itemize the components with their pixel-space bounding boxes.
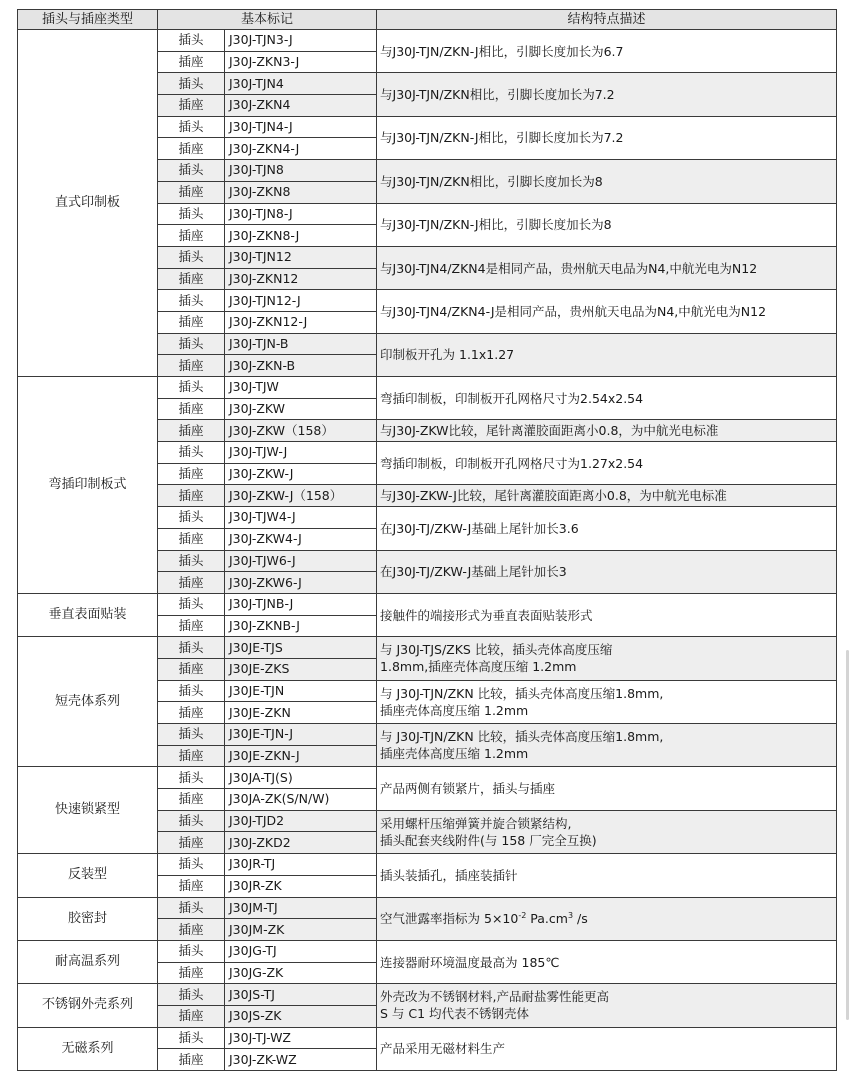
marking-code-cell: J30J-TJN4-J	[225, 116, 377, 138]
marking-code-cell: J30J-TJN4	[225, 73, 377, 95]
plug-socket-cell: 插头	[158, 442, 225, 464]
connector-type-cell: 不锈钢外壳系列	[18, 984, 158, 1027]
plug-socket-cell: 插座	[158, 875, 225, 897]
plug-socket-cell: 插座	[158, 745, 225, 767]
description-text-part: -2	[518, 911, 527, 921]
marking-code-cell: J30J-ZKW	[225, 398, 377, 420]
description-cell: 插头装插孔，插座装插针	[377, 854, 837, 897]
marking-code-cell: J30JG-TJ	[225, 940, 377, 962]
marking-code-cell: J30J-ZKW-J	[225, 463, 377, 485]
marking-code-cell: J30JS-ZK	[225, 1005, 377, 1027]
marking-code-cell: J30J-ZKN4	[225, 95, 377, 117]
marking-code-cell: J30J-TJW-J	[225, 442, 377, 464]
description-cell: 与J30J-TJN/ZKN相比，引脚长度加长为7.2	[377, 73, 837, 116]
plug-socket-cell: 插头	[158, 724, 225, 746]
description-cell: 弯插印制板，印制板开孔网格尺寸为2.54x2.54	[377, 377, 837, 420]
table-row	[18, 593, 837, 615]
marking-code-cell: J30J-ZKNB-J	[225, 615, 377, 637]
table-row	[18, 767, 837, 789]
plug-socket-cell: 插头	[158, 246, 225, 268]
connector-type-cell: 反装型	[18, 854, 158, 897]
description-text-part: 空气泄露率指标为 5×10	[380, 911, 519, 927]
plug-socket-cell: 插座	[158, 962, 225, 984]
plug-socket-cell: 插座	[158, 485, 225, 507]
marking-code-cell: J30JE-ZKN-J	[225, 745, 377, 767]
plug-socket-cell: 插座	[158, 528, 225, 550]
marking-code-cell: J30J-TJN12	[225, 246, 377, 268]
description-cell: 产品采用无磁材料生产	[377, 1027, 837, 1070]
plug-socket-cell: 插座	[158, 702, 225, 724]
table-row	[18, 1027, 837, 1049]
description-text-part: /s	[573, 911, 588, 927]
marking-code-cell: J30J-TJW	[225, 377, 377, 399]
description-text-part: Pa.cm	[526, 911, 568, 927]
marking-code-cell: J30J-TJW6-J	[225, 550, 377, 572]
plug-socket-cell: 插座	[158, 311, 225, 333]
table-row	[18, 984, 837, 1006]
table-row	[18, 897, 837, 919]
marking-code-cell: J30J-ZKN-B	[225, 355, 377, 377]
description-cell: 接触件的端接形式为垂直表面贴装形式	[377, 593, 837, 636]
description-cell: 与J30J-TJN/ZKN-J相比，引脚长度加长为6.7	[377, 30, 837, 73]
plug-socket-cell: 插头	[158, 767, 225, 789]
plug-socket-cell: 插头	[158, 203, 225, 225]
table-row	[18, 30, 837, 52]
plug-socket-cell: 插座	[158, 658, 225, 680]
description-cell: 与J30J-TJN4/ZKN4是相同产品，贵州航天电品为N4,中航光电为N12	[377, 246, 837, 289]
marking-code-cell: J30J-TJN-B	[225, 333, 377, 355]
plug-socket-cell: 插头	[158, 984, 225, 1006]
plug-socket-cell: 插座	[158, 572, 225, 594]
marking-code-cell: J30JS-TJ	[225, 984, 377, 1006]
connector-type-cell: 直式印制板	[18, 30, 158, 377]
marking-code-cell: J30JM-TJ	[225, 897, 377, 919]
plug-socket-cell: 插座	[158, 1049, 225, 1071]
marking-code-cell: J30J-ZKN12-J	[225, 311, 377, 333]
plug-socket-cell: 插头	[158, 333, 225, 355]
description-cell: 产品两侧有锁紧片，插头与插座	[377, 767, 837, 810]
description-cell: 与J30J-TJN4/ZKN4-J是相同产品，贵州航天电品为N4,中航光电为N12	[377, 290, 837, 333]
plug-socket-cell: 插座	[158, 1005, 225, 1027]
plug-socket-cell: 插座	[158, 398, 225, 420]
plug-socket-cell: 插座	[158, 268, 225, 290]
marking-code-cell: J30JA-TJ(S)	[225, 767, 377, 789]
table-body	[18, 30, 837, 1071]
description-cell: 连接器耐环境温度最高为 185℃	[377, 940, 837, 983]
plug-socket-cell: 插头	[158, 377, 225, 399]
table-row	[18, 854, 837, 876]
plug-socket-cell: 插座	[158, 355, 225, 377]
marking-code-cell: J30JE-ZKN	[225, 702, 377, 724]
connector-type-cell: 垂直表面贴装	[18, 593, 158, 636]
description-text-part: 3	[567, 911, 574, 921]
marking-code-cell: J30J-TJ-WZ	[225, 1027, 377, 1049]
marking-code-cell: J30J-ZKN4-J	[225, 138, 377, 160]
connector-type-cell: 快速锁紧型	[18, 767, 158, 854]
table-header-row	[18, 10, 837, 30]
plug-socket-cell: 插头	[158, 30, 225, 52]
table-row	[18, 637, 837, 659]
description-cell: 与 J30J-TJN/ZKN 比较，插头壳体高度压缩1.8mm, 插座壳体高度压缩 1.2mm	[377, 680, 837, 723]
table-row	[18, 940, 837, 962]
plug-socket-cell: 插头	[158, 854, 225, 876]
marking-code-cell: J30J-TJN8-J	[225, 203, 377, 225]
marking-code-cell: J30JE-TJN-J	[225, 724, 377, 746]
marking-code-cell: J30J-TJNB-J	[225, 593, 377, 615]
marking-code-cell: J30J-ZKD2	[225, 832, 377, 854]
connector-type-cell: 耐高温系列	[18, 940, 158, 983]
marking-code-cell: J30JE-TJS	[225, 637, 377, 659]
description-cell: 与J30J-TJN/ZKN-J相比，引脚长度加长为7.2	[377, 116, 837, 159]
plug-socket-cell: 插座	[158, 615, 225, 637]
plug-socket-cell: 插头	[158, 73, 225, 95]
plug-socket-cell: 插头	[158, 593, 225, 615]
plug-socket-cell: 插座	[158, 181, 225, 203]
plug-socket-cell: 插头	[158, 940, 225, 962]
marking-code-cell: J30J-TJN12-J	[225, 290, 377, 312]
marking-code-cell: J30JA-ZK(S/N/W)	[225, 789, 377, 811]
marking-code-cell: J30J-TJN3-J	[225, 30, 377, 52]
plug-socket-cell: 插座	[158, 51, 225, 73]
plug-socket-cell: 插头	[158, 637, 225, 659]
marking-code-cell: J30J-TJD2	[225, 810, 377, 832]
connector-type-cell: 弯插印制板式	[18, 377, 158, 594]
header-marking: 基本标记	[158, 10, 377, 30]
description-cell: 在J30J-TJ/ZKW-J基础上尾针加长3	[377, 550, 837, 593]
marking-code-cell: J30J-ZKN8-J	[225, 225, 377, 247]
marking-code-cell: J30JR-ZK	[225, 875, 377, 897]
plug-socket-cell: 插座	[158, 463, 225, 485]
plug-socket-cell: 插头	[158, 160, 225, 182]
description-cell: 弯插印制板，印制板开孔网格尺寸为1.27x2.54	[377, 442, 837, 485]
marking-code-cell: J30J-ZKW-J（158）	[225, 485, 377, 507]
table-row	[18, 377, 837, 399]
header-description: 结构特点描述	[377, 10, 837, 30]
description-cell: 与J30J-ZKW比较，尾针离灌胶面距离小0.8，为中航光电标准	[377, 420, 837, 442]
description-cell: 与 J30J-TJS/ZKS 比较，插头壳体高度压缩 1.8mm,插座壳体高度压缩 1.2mm	[377, 637, 837, 680]
plug-socket-cell: 插座	[158, 225, 225, 247]
plug-socket-cell: 插头	[158, 507, 225, 529]
marking-code-cell: J30JE-ZKS	[225, 658, 377, 680]
plug-socket-cell: 插头	[158, 116, 225, 138]
description-cell: 印制板开孔为 1.1x1.27	[377, 333, 837, 376]
description-cell: 与J30J-ZKW-J比较，尾针离灌胶面距离小0.8，为中航光电标准	[377, 485, 837, 507]
description-cell: 外壳改为不锈钢材料,产品耐盐雾性能更高 S 与 C1 均代表不锈钢壳体	[377, 984, 837, 1027]
plug-socket-cell: 插头	[158, 680, 225, 702]
description-cell	[377, 897, 837, 940]
marking-code-cell: J30JE-TJN	[225, 680, 377, 702]
connector-type-cell: 胶密封	[18, 897, 158, 940]
marking-code-cell: J30JM-ZK	[225, 919, 377, 941]
description-cell: 与J30J-TJN/ZKN-J相比，引脚长度加长为8	[377, 203, 837, 246]
connector-table	[17, 9, 837, 1071]
header-type: 插头与插座类型	[18, 10, 158, 30]
marking-code-cell: J30J-ZKW6-J	[225, 572, 377, 594]
plug-socket-cell: 插座	[158, 832, 225, 854]
marking-code-cell: J30J-TJW4-J	[225, 507, 377, 529]
marking-code-cell: J30J-ZKN12	[225, 268, 377, 290]
marking-code-cell: J30J-ZKW4-J	[225, 528, 377, 550]
marking-code-cell: J30JR-TJ	[225, 854, 377, 876]
marking-code-cell: J30J-ZKW（158）	[225, 420, 377, 442]
plug-socket-cell: 插座	[158, 420, 225, 442]
plug-socket-cell: 插座	[158, 138, 225, 160]
plug-socket-cell: 插头	[158, 290, 225, 312]
marking-code-cell: J30J-ZKN3-J	[225, 51, 377, 73]
description-cell: 在J30J-TJ/ZKW-J基础上尾针加长3.6	[377, 507, 837, 550]
marking-code-cell: J30J-ZKN8	[225, 181, 377, 203]
marking-code-cell: J30J-TJN8	[225, 160, 377, 182]
marking-code-cell: J30J-ZK-WZ	[225, 1049, 377, 1071]
plug-socket-cell: 插座	[158, 95, 225, 117]
plug-socket-cell: 插头	[158, 810, 225, 832]
scrollbar[interactable]	[846, 650, 849, 1020]
description-cell: 与 J30J-TJN/ZKN 比较，插头壳体高度压缩1.8mm, 插座壳体高度压缩 1.2mm	[377, 724, 837, 767]
connector-type-cell: 短壳体系列	[18, 637, 158, 767]
connector-type-cell: 无磁系列	[18, 1027, 158, 1070]
plug-socket-cell: 插座	[158, 789, 225, 811]
plug-socket-cell: 插头	[158, 1027, 225, 1049]
description-cell: 采用螺杆压缩弹簧并旋合锁紧结构, 插头配套夹线附件(与 158 厂完全互换)	[377, 810, 837, 853]
description-cell: 与J30J-TJN/ZKN相比，引脚长度加长为8	[377, 160, 837, 203]
plug-socket-cell: 插头	[158, 550, 225, 572]
plug-socket-cell: 插头	[158, 897, 225, 919]
plug-socket-cell: 插座	[158, 919, 225, 941]
marking-code-cell: J30JG-ZK	[225, 962, 377, 984]
